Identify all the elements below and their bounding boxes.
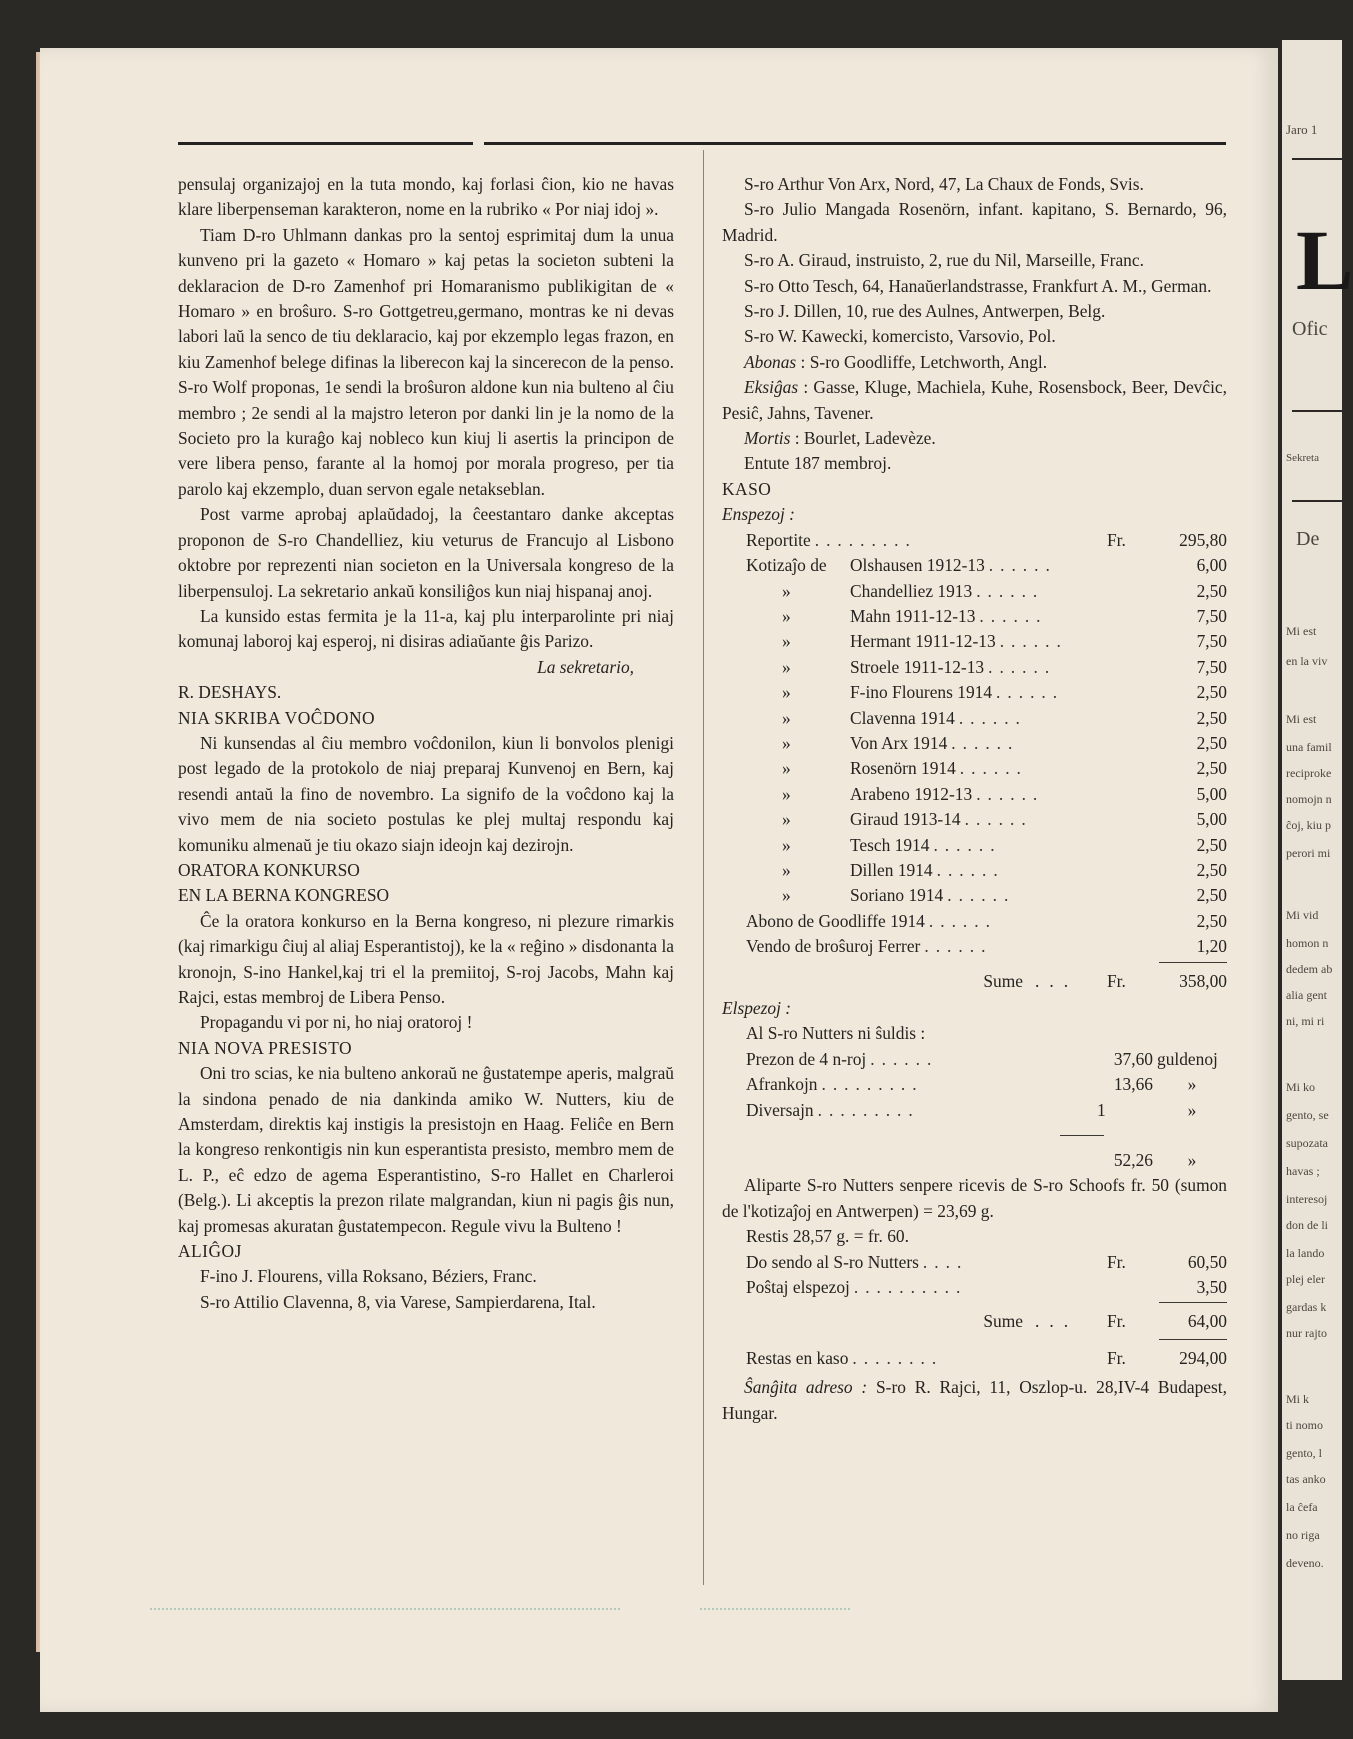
eksigas-line: Eksiĝas : Gasse, Kluge, Machiela, Kuhe, Rosensbock, Beer, Devĉic, Pesiĉ, Jahns, Tavener. <box>722 377 1227 423</box>
section-heading: NIA SKRIBA VOĈDONO <box>178 707 376 728</box>
signature-name: R. DESHAYS. <box>178 682 282 703</box>
ledger-row: Reportite ......... Fr. 295,80 <box>746 529 1227 550</box>
next-page-edge <box>1282 40 1353 1680</box>
ledger-row: Do sendo al S-ro Nutters .... Fr. 60,50 <box>746 1251 1227 1272</box>
next-page-fragment: en la viv <box>1286 654 1328 668</box>
section-heading: ORATORA KONKURSO <box>178 859 360 880</box>
paragraph: Ni kunsendas al ĉiu membro voĉdonilon, kiun li bonvolos plenigi post legado de la protokolo de niaj preparaj Kunvenoj en Bern, kaj resendi antaŭ la fino de novembro. La signifo de la voĉdono kaj la vivo mem de nia societo postulas ke plej multaj respondu kaj komuniku almenaŭ je tiu okazo siajn ideojn kaj dezirojn. <box>178 732 674 855</box>
next-page-fragment: plej eler <box>1286 1272 1325 1286</box>
sum-row: Sume ... Fr. 358,00 <box>983 970 1227 991</box>
section-heading: ALIĜOJ <box>178 1241 242 1262</box>
next-page-fragment: alia gent <box>1286 988 1327 1002</box>
kotizajo-row: » Chandelliez 1913 ...... 2,50 <box>782 580 1227 601</box>
abonas-line: Abonas : S-ro Goodliffe, Letchworth, Angl. <box>744 351 1048 372</box>
kotizajo-row: » Arabeno 1912-13 ...... 5,00 <box>782 783 1227 804</box>
right-column <box>722 172 1227 1426</box>
ledger-row: Prezon de 4 n-roj ...... 37,60 guldenoj <box>746 1048 1218 1069</box>
section-heading: NIA NOVA PRESISTO <box>178 1037 353 1058</box>
next-page-fragment: reciproke <box>1286 766 1332 780</box>
entute-line: Entute 187 membroj. <box>744 453 892 474</box>
next-page-fragment: deveno. <box>1286 1556 1324 1570</box>
kotizajo-row: » Giraud 1913-14 ...... 5,00 <box>782 809 1227 830</box>
paragraph: Propagandu vi por ni, ho niaj oratoroj ! <box>200 1012 473 1033</box>
kotizajo-row: Kotizaĵo de Olshausen 1912-13 ...... 6,00 <box>746 555 1227 576</box>
column-divider <box>703 150 704 1585</box>
paragraph: Post varme aprobaj aplaŭdadoj, la ĉeestantaro danke akceptas proponon de S-ro Chandelliez, kiu veturus de Francujo al Lisbono oktobre por reprezenti nian societon en la Universala kongreso de la liberpensuloj. La sekretario ankaŭ konsiliĝos kun niaj hispanaj anoj. <box>178 504 674 601</box>
sum-rule <box>722 962 1227 963</box>
next-page-header: Jaro 1 <box>1286 122 1318 137</box>
kotizajo-row: » Von Arx 1914 ...... 2,50 <box>782 732 1227 753</box>
sum-rule <box>722 1339 1227 1340</box>
member-entry: S-ro A. Giraud, instruisto, 2, rue du Nil, Marseille, Franc. <box>744 250 1144 271</box>
kotizoj-list <box>722 553 1227 909</box>
section-heading: KASO <box>722 478 772 499</box>
paragraph: La kunsido estas fermita je la 11-a, kaj plu interparolinte pri niaj komunaj laboroj kaj esperoj, ni disiras adiaŭante ĝis Parizo. <box>178 605 674 652</box>
header-rule-right <box>484 142 1226 145</box>
next-page-fragment: nur rajto <box>1286 1326 1327 1340</box>
next-page-fragment: Mi est <box>1286 712 1317 726</box>
restis-line: Restis 28,57 g. = fr. 60. <box>746 1226 909 1247</box>
aliparte-line: Aliparte S-ro Nutters senpere ricevis de S-ro Schoofs fr. 50 (sumon de l'kotizaĵoj en Antwerpen) = 23,69 g. <box>722 1175 1227 1221</box>
next-page-fragment: nomojn n <box>1286 792 1332 806</box>
mortis-line: Mortis : Bourlet, Ladevèze. <box>744 428 936 449</box>
member-entry: S-ro Arthur Von Arx, Nord, 47, La Chaux de Fonds, Svis. <box>744 174 1144 194</box>
ledger-row: Restas en kaso ........ Fr. 294,00 <box>746 1347 1227 1368</box>
next-page-fragment: homon n <box>1286 936 1329 950</box>
kotizajo-row: » Tesch 1914 ...... 2,50 <box>782 834 1227 855</box>
paragraph: Tiam D-ro Uhlmann dankas pro la sentoj esprimitaj dum la unua kunveno pri la gazeto « Homaro » kaj petas la societon subteni la deklaracion de D-ro Zamenhof pri Homaranismo publikigitan de « Homaro » en broŝuro. S-ro Gottgetreu,germano, montras ke ni devas labori laŭ la senco de tiu deklaracio, kaj por ekzemplo legas frazon, en kiu Zamenhof belege difinas la liberecon kaj la sincerecon de la penso. S-ro Wolf proponas, 1e sendi la broŝuron aldone kun nia bulteno al ĉiu membro ; 2e sendi al la majstro leteron por danki lin je la nomo de la Societo pro la kuraĝo kaj nobleco kun kiuj li asertis la principon de vere libera penso, farante al la homoj por morala progreso, per tia parolo kaj ekzemplo, duan servon egale netakseblan. <box>178 224 674 499</box>
paragraph: S-ro Attilio Clavenna, 8, via Varese, Sampierdarena, Ital. <box>200 1291 596 1312</box>
paragraph: Oni tro scias, ke nia bulteno ankoraŭ ne ĝustatempe aperis, malgraŭ la sindona penado de nia dankinda amiko W. Nutters, kiu de Amsterdam, direktis kaj instigis la presistojn en Haag. Feliĉe en Bern la kongreso renkontigis nin kun esperantista presisto, membro mem de L. P., eĉ edzo de agema Esperantistino, S-ro Hallet en Charleroi (Belg.). Li akceptis la prezon rilate malgrandan, kiun ni pagis ĝis nun, kaj promesas akuratan ĝustatempecon. Regule vivu la Bulteno ! <box>178 1063 674 1236</box>
ledger-row: Vendo de broŝuroj Ferrer ...... 1,20 <box>746 936 1227 957</box>
kotizajo-row: » Stroele 1911-12-13 ...... 7,50 <box>782 656 1227 677</box>
subtotal-rule <box>722 1123 1227 1148</box>
sum-rule <box>722 1302 1227 1303</box>
member-entry: S-ro J. Dillen, 10, rue des Aulnes, Antwerpen, Belg. <box>744 301 1106 322</box>
next-page-fragment: dedem ab <box>1286 962 1333 976</box>
kotizajo-row: » Hermant 1911-12-13 ...... 7,50 <box>782 631 1227 652</box>
sum-row: Sume ... Fr. 64,00 <box>983 1311 1227 1332</box>
next-page-fragment: gardas k <box>1286 1300 1327 1314</box>
next-page-fragment: gento, se <box>1286 1108 1329 1122</box>
next-page-fragment: don de li <box>1286 1218 1328 1232</box>
elspezoj-heading: Elspezoj : <box>722 998 792 1018</box>
next-page-fragment: ĉoj, kiu p <box>1286 818 1331 832</box>
sangita-line: Ŝanĝita adreso : S-ro R. Rajci, 11, Oszlop-u. 28,IV-4 Budapest, Hungar. <box>722 1377 1227 1423</box>
next-page-rule <box>1292 410 1342 412</box>
signature-role: La sekretario, <box>537 656 634 677</box>
ledger-row: Abono de Goodliffe 1914 ...... 2,50 <box>746 910 1227 931</box>
member-entry: S-ro Otto Tesch, 64, Hanaŭerlandstrasse, Frankfurt A. M., German. <box>744 275 1212 296</box>
section-heading: EN LA BERNA KONGRESO <box>178 885 390 906</box>
next-page-fragment: perori mi <box>1286 846 1331 860</box>
kotizajo-row: » Dillen 1914 ...... 2,50 <box>782 859 1227 880</box>
kotizajo-row: » Clavenna 1914 ...... 2,50 <box>782 707 1227 728</box>
paragraph: pensulaj organizajoj en la tuta mondo, kaj forlasi ĉion, kio ne havas klare liberpenseman karakteron, nome en la rubriko « Por niaj idoj ». <box>178 174 674 220</box>
next-page-fragment: gento, l <box>1286 1446 1322 1460</box>
next-page-rule <box>1292 158 1342 160</box>
header-rule-left <box>178 142 473 145</box>
decorative-dots <box>700 1608 850 1612</box>
next-page-heading: De <box>1296 528 1320 550</box>
next-page-fragment: havas ; <box>1286 1164 1320 1178</box>
decorative-dots <box>150 1608 620 1612</box>
ledger-row: Poŝtaj elspezoj .......... 3,50 <box>746 1277 1227 1298</box>
paragraph: F-ino J. Flourens, villa Roksano, Béziers, Franc. <box>200 1266 537 1287</box>
member-entry: S-ro W. Kawecki, komercisto, Varsovio, Pol. <box>744 326 1056 347</box>
next-page-fragment: ti nomo <box>1286 1418 1324 1432</box>
left-column <box>178 172 674 1315</box>
ledger-row: Afrankojn ......... 13,66 » <box>746 1074 1197 1095</box>
next-page-fragment: no riga <box>1286 1528 1320 1542</box>
next-page-fragment: tas anko <box>1286 1472 1326 1486</box>
member-entry: S-ro Julio Mangada Rosenörn, infant. kapitano, S. Bernardo, 96, Madrid. <box>722 199 1227 245</box>
kotizajo-row: » Soriano 1914 ...... 2,50 <box>782 885 1227 906</box>
subtotal-row: 52,26 » <box>1113 1150 1197 1171</box>
next-page-title-letter: L <box>1296 212 1353 308</box>
enspezoj-heading: Enspezoj : <box>722 504 795 525</box>
next-page-fragment: una famil <box>1286 740 1332 754</box>
next-page-fragment: la lando <box>1286 1246 1325 1260</box>
signature <box>178 655 674 680</box>
next-page-fragment: supozata <box>1286 1136 1328 1150</box>
next-page-fragment: interesoj <box>1286 1192 1328 1206</box>
kotizajo-row: » F-ino Flourens 1914 ...... 2,50 <box>782 682 1227 703</box>
kotizajo-row: » Rosenörn 1914 ...... 2,50 <box>782 758 1227 779</box>
next-page-fragment: Mi vid <box>1286 908 1319 922</box>
next-page-fragment: Mi k <box>1286 1392 1310 1406</box>
next-page-sekretario: Sekreta <box>1286 452 1319 464</box>
next-page-fragment: la ĉefa <box>1286 1500 1318 1514</box>
paragraph: Ĉe la oratora konkurso en la Berna kongreso, ni plezure rimarkis (kaj rimarkigu ĉiuj al aliaj Esperantistoj), ke la « reĝino » disdonanta la kronojn, S-ino Hankel,kaj tri el la premiitoj, S-roj Jacobs, Mahn kaj Rajci, estas membroj de Libera Penso. <box>178 910 674 1007</box>
next-page-fragment: Mi ko <box>1286 1080 1316 1094</box>
next-page-rule <box>1292 500 1342 502</box>
nutters-line: Al S-ro Nutters ni ŝuldis : <box>746 1023 926 1044</box>
kotizajo-row: » Mahn 1911-12-13 ...... 7,50 <box>782 605 1227 626</box>
next-page-subtitle: Ofic <box>1292 318 1328 340</box>
next-page-fragment: Mi est <box>1286 624 1317 638</box>
ledger-row: Diversajn ......... 1 » <box>746 1099 1197 1120</box>
next-page-fragment: ni, mi ri <box>1286 1014 1325 1028</box>
